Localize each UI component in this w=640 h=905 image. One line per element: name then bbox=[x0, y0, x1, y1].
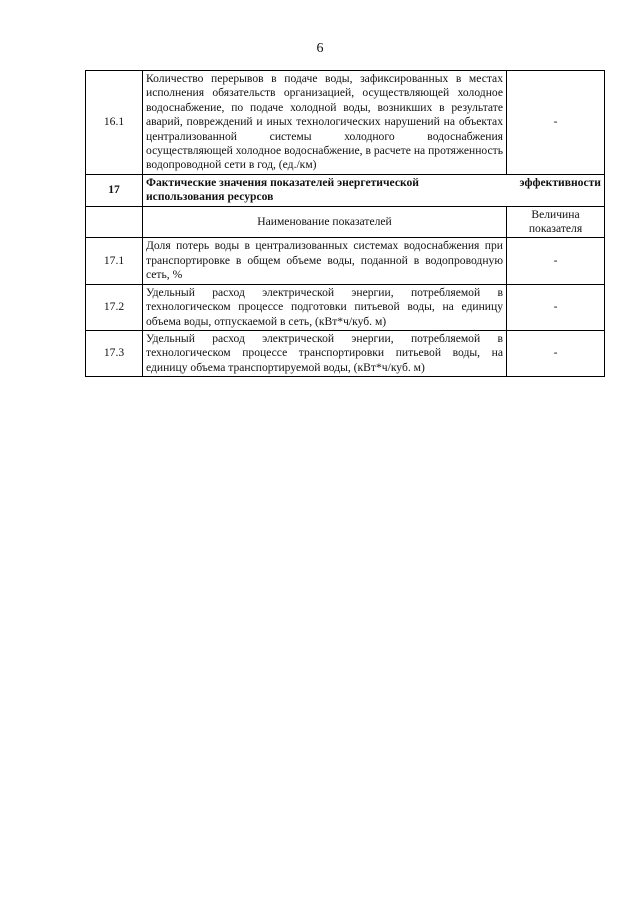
table-row bbox=[86, 330, 605, 376]
table-row bbox=[86, 71, 605, 175]
indicator-value: - bbox=[507, 71, 605, 175]
row-number: 17.3 bbox=[86, 330, 143, 376]
row-number: 17.2 bbox=[86, 284, 143, 330]
page-number: 6 bbox=[316, 41, 324, 56]
indicator-value: - bbox=[507, 238, 605, 284]
indicators-table bbox=[85, 70, 605, 377]
section-title-end: эффективности bbox=[519, 175, 601, 189]
row-number: 16.1 bbox=[86, 71, 143, 175]
header-empty-cell bbox=[86, 206, 143, 238]
indicator-description: Доля потерь воды в централизованных системах водоснабжения при транспортировке в общем объеме воды, поданной в водопроводную сеть, % bbox=[143, 238, 507, 284]
indicator-description: Удельный расход электрической энергии, потребляемой в технологическом процессе подготовки питьевой воды, на единицу объема воды, отпускаемой в сеть, (кВт*ч/куб. м) bbox=[143, 284, 507, 330]
row-number: 17.1 bbox=[86, 238, 143, 284]
table-row bbox=[86, 238, 605, 284]
section-title-line2: использования ресурсов bbox=[146, 190, 274, 204]
header-name: Наименование показателей bbox=[143, 206, 507, 238]
indicator-description: Удельный расход электрической энергии, потребляемой в технологическом процессе транспортировки питьевой воды, на единицу объема транспортируемой воды, (кВт*ч/куб. м) bbox=[143, 330, 507, 376]
indicator-value: - bbox=[507, 284, 605, 330]
table-row bbox=[86, 284, 605, 330]
indicator-description: Количество перерывов в подаче воды, зафиксированных в местах исполнения обязательств организацией, осуществляющей холодное водоснабжение, по подаче холодной воды, возникших в результате аварий, повреждений и иных технологических нарушений на объектах централизованной системы холодного водоснабжения осуществляющей холодное водоснабжение, в расчете на протяженность водопроводной сети в год, (ед./км) bbox=[143, 71, 507, 175]
section-row bbox=[86, 174, 605, 206]
table-header-row bbox=[86, 206, 605, 238]
section-title bbox=[143, 174, 605, 206]
indicator-value: - bbox=[507, 330, 605, 376]
header-value: Величина показателя bbox=[507, 206, 605, 238]
section-title-main: Фактические значения показателей энергетической bbox=[146, 175, 419, 189]
section-number: 17 bbox=[86, 174, 143, 206]
